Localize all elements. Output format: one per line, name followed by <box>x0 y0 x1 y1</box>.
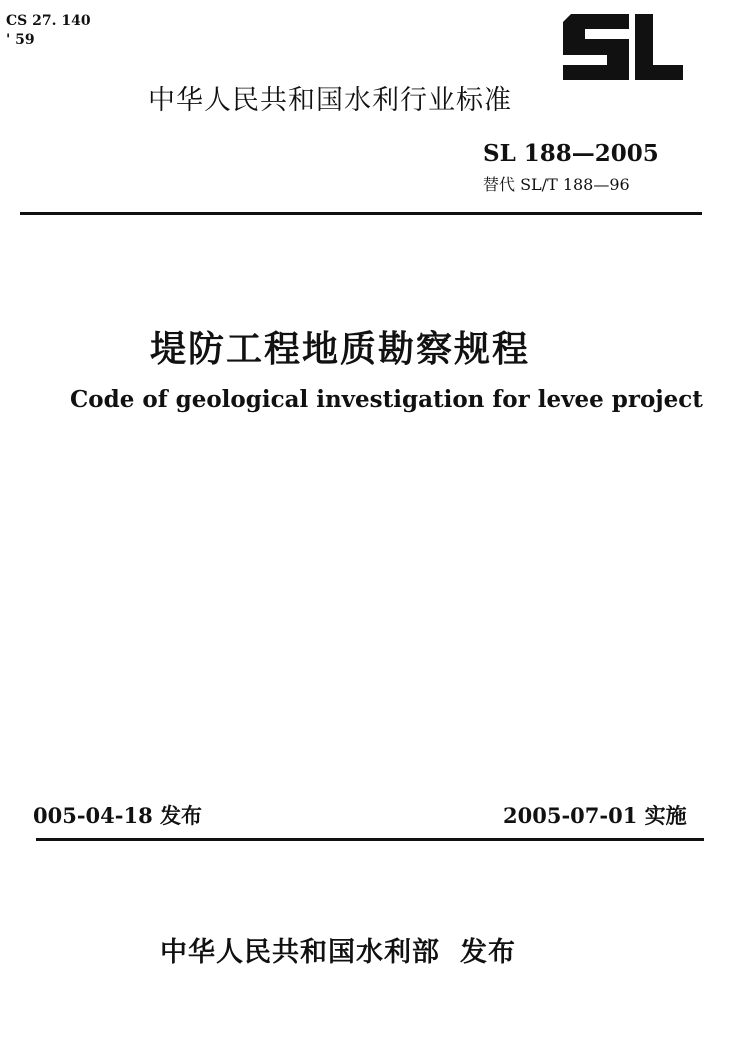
standard-number: SL 188—2005 <box>483 140 659 167</box>
classification-codes <box>6 12 91 50</box>
issuer-name: 中华人民共和国水利部 <box>160 937 440 968</box>
bottom-divider <box>36 838 704 841</box>
implementation-date: 2005-07-01 实施 <box>503 803 687 828</box>
chinese-title: 堤防工程地质勘察规程 <box>150 329 531 370</box>
standard-category-title: 中华人民共和国水利行业标准 <box>148 85 512 116</box>
ics-code: CS 27. 140 <box>6 13 91 29</box>
logo-letter-l <box>635 14 683 80</box>
replaced-standard: 替代 SL/T 188—96 <box>483 175 630 194</box>
english-title: Code of geological investigation for levee project <box>70 386 703 413</box>
ccs-code: ' 59 <box>6 32 35 48</box>
logo-letter-s <box>563 14 629 80</box>
sl-logo <box>563 14 683 80</box>
issuer-line <box>160 930 516 969</box>
top-divider <box>20 212 702 215</box>
issuer-action: 发布 <box>460 937 516 968</box>
issue-date: 005-04-18 发布 <box>33 803 203 828</box>
